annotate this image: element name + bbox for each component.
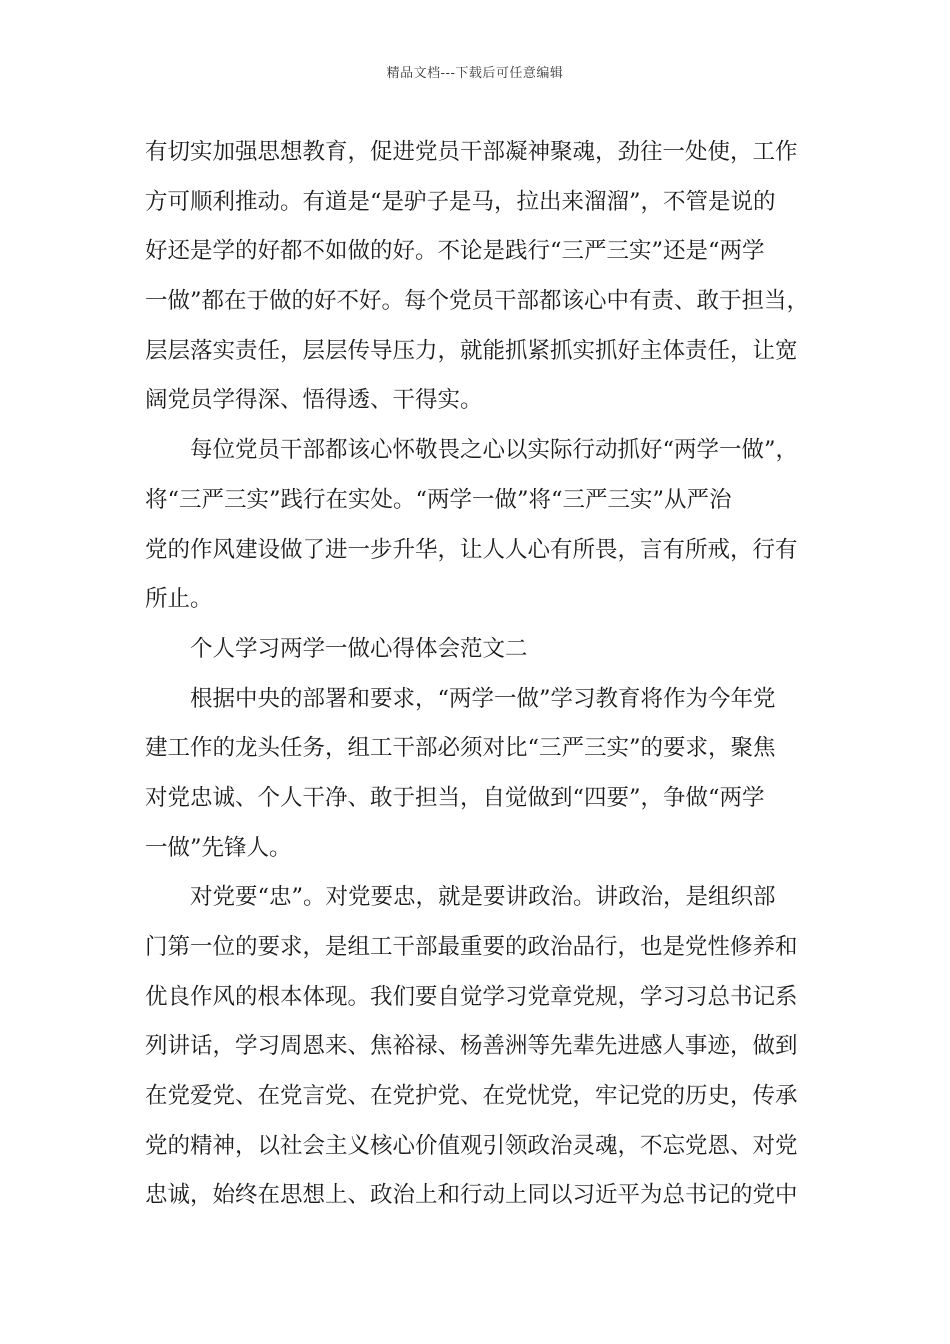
text-line: 党的精神，以社会主义核心价值观引领政治灵魂，不忘党恩、对党	[145, 1132, 798, 1159]
page-header: 精品文档---下载后可任意编辑	[386, 66, 564, 81]
text-line: 所止。	[145, 586, 213, 613]
text-line: 门第一位的要求，是组工干部最重要的政治品行，也是党性修养和	[145, 934, 798, 960]
text-line: 党的作风建设做了进一步升华，让人人心有所畏，言有所戒，行有	[145, 536, 798, 563]
text-line: 方可顺利推动。有道是“是驴子是马，拉出来溜溜”，不管是说的	[145, 188, 776, 215]
text-line: 对党要“忠”。对党要忠，就是要讲政治。讲政治，是组织部	[190, 884, 776, 911]
text-line: 有切实加强思想教育，促进党员干部凝神聚魂，劲往一处使，工作	[145, 139, 798, 165]
document-body	[145, 128, 825, 1221]
text-line: 优良作风的根本体现。我们要自觉学习党章党规，学习习总书记系	[145, 983, 798, 1010]
text-line: 每位党员干部都该心怀敬畏之心以实际行动抓好“两学一做”，	[190, 437, 799, 464]
text-line: 一做”都在于做的好不好。每个党员干部都该心中有责、敢于担当，	[145, 288, 810, 315]
text-line: 个人学习两学一做心得体会范文二	[190, 635, 528, 662]
text-line: 在党爱党、在党言党、在党护党、在党忧党，牢记党的历史，传承	[145, 1083, 798, 1110]
text-line: 层层落实责任，层层传导压力，就能抓紧抓实抓好主体责任，让宽	[145, 337, 798, 364]
text-line: 对党忠诚、个人干净、敢于担当，自觉做到“四要”，争做“两学	[145, 784, 765, 811]
text-line: 列讲话，学习周恩来、焦裕禄、杨善洲等先辈先进感人事迹，做到	[145, 1033, 798, 1060]
text-line: 建工作的龙头任务，组工干部必须对比“三严三实”的要求，聚焦	[145, 735, 776, 762]
text-line: 将“三严三实”践行在实处。“两学一做”将“三严三实”从严治	[145, 486, 732, 513]
text-line: 根据中央的部署和要求，“两学一做”学习教育将作为今年党	[190, 685, 776, 712]
text-line: 忠诚，始终在思想上、政治上和行动上同以习近平为总书记的党中	[145, 1182, 798, 1209]
text-line: 好还是学的好都不如做的好。不论是践行“三严三实”还是“两学	[145, 238, 765, 265]
text-line: 一做”先锋人。	[145, 834, 292, 861]
text-line: 阔党员学得深、悟得透、干得实。	[145, 387, 483, 414]
